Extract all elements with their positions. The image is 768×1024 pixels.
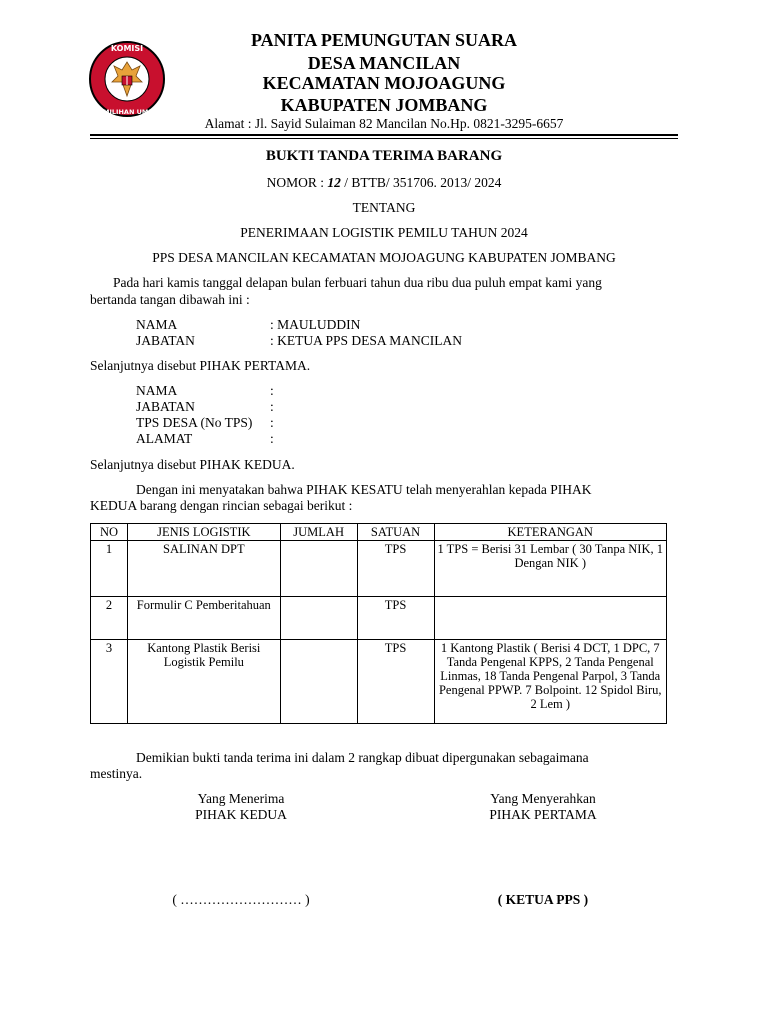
nomor-prefix: NOMOR : (266, 175, 328, 190)
document-org: PPS DESA MANCILAN KECAMATAN MOJOAGUNG KABUPATEN JOMBANG (152, 250, 616, 265)
party2-jabatan-label: JABATAN (136, 399, 195, 414)
header-no: NO (91, 524, 128, 541)
party2-alamat-colon: : (270, 431, 274, 446)
header-jenis-logistik: JENIS LOGISTIK (127, 524, 280, 541)
cell-jumlah (280, 597, 357, 640)
closing-line-2: mestinya. (90, 766, 143, 781)
signature-left-block (131, 791, 351, 823)
cell-keterangan (434, 597, 667, 640)
party2-nama-label: NAMA (136, 383, 178, 398)
kpu-emblem-icon (88, 36, 166, 122)
cell-satuan: TPS (357, 541, 434, 597)
party2-tps-label: TPS DESA (No TPS) (136, 415, 253, 430)
party2-designation: Selanjutnya disebut PIHAK KEDUA. (90, 457, 295, 472)
cell-jumlah (280, 541, 357, 597)
party2-nama-colon: : (270, 383, 274, 398)
cell-jenis: Kantong Plastik Berisi Logistik Pemilu (127, 640, 280, 724)
signature-left-title: Yang Menerima (197, 791, 285, 806)
nomor-suffix: / BTTB/ 351706. 2013/ 2024 (340, 175, 502, 190)
signature-left-name: ( ……………………… ) (172, 892, 310, 907)
header-keterangan: KETERANGAN (434, 524, 667, 541)
header-divider-thin (90, 138, 678, 139)
statement-line-1: Dengan ini menyatakan bahwa PIHAK KESATU telah menyerahlan kepada PIHAK (136, 482, 592, 497)
party2-jabatan-row (136, 399, 274, 415)
cell-satuan: TPS (357, 597, 434, 640)
document-subject: PENERIMAAN LOGISTIK PEMILU TAHUN 2024 (240, 225, 528, 240)
cell-satuan: TPS (357, 640, 434, 724)
intro-line-1: Pada hari kamis tanggal delapan bulan ferbuari tahun dua ribu dua puluh empat kami yang (113, 275, 602, 290)
party1-jabatan-row (136, 333, 462, 349)
cell-no: 3 (91, 640, 128, 724)
table-row (91, 597, 667, 640)
header-address: Alamat : Jl. Sayid Sulaiman 82 Mancilan No.Hp. 0821-3295-6657 (204, 116, 564, 131)
cell-no: 2 (91, 597, 128, 640)
signature-left-party: PIHAK KEDUA (195, 807, 287, 822)
intro-line-2: bertanda tangan dibawah ini : (90, 292, 250, 307)
party1-nama-label: NAMA (136, 317, 178, 332)
logo-ring-top-text: KOMISI (110, 44, 144, 53)
statement-line-2: KEDUA barang dengan rincian sebagai berikut : (90, 498, 353, 513)
party1-designation: Selanjutnya disebut PIHAK PERTAMA. (90, 358, 311, 373)
cell-jumlah (280, 640, 357, 724)
party1-jabatan-label: JABATAN (136, 333, 195, 348)
document-title: BUKTI TANDA TERIMA BARANG (265, 148, 503, 164)
cell-keterangan: 1 TPS = Berisi 31 Lembar ( 30 Tanpa NIK, 1 Dengan NIK ) (434, 541, 667, 597)
cell-jenis: Formulir C Pemberitahuan (127, 597, 280, 640)
cell-jenis: SALINAN DPT (127, 541, 280, 597)
table-row (91, 640, 667, 724)
party1-nama-value: : MAULUDDIN (270, 317, 361, 332)
header-line-2: DESA MANCILAN (307, 53, 461, 73)
table-header-row (91, 524, 667, 541)
cell-keterangan: 1 Kantong Plastik ( Berisi 4 DCT, 1 DPC, 7 Tanda Pengenal KPPS, 2 Tanda Pengenal Linmas, 18 Tanda Pengenal Parpol, 3 Tanda Pengenal PPWP. 7 Bolpoint. 12 Spidol Biru, 2 Lem ) (434, 640, 667, 724)
closing-line-1: Demikian bukti tanda terima ini dalam 2 rangkap dibuat dipergunakan sebagaimana (136, 750, 589, 765)
header-line-1: PANITA PEMUNGUTAN SUARA (250, 30, 517, 50)
party2-jabatan-colon: : (270, 399, 274, 414)
table-row (91, 541, 667, 597)
logo-ring-bottom-text: PEMILIHAN UMUM (93, 108, 161, 116)
signature-right-block (433, 791, 653, 823)
party2-tps-colon: : (270, 415, 274, 430)
party2-alamat-row (136, 431, 274, 447)
header-jumlah: JUMLAH (280, 524, 357, 541)
party1-jabatan-value: : KETUA PPS DESA MANCILAN (270, 333, 463, 348)
signature-right-party: PIHAK PERTAMA (489, 807, 597, 822)
signature-right-name: ( KETUA PPS ) (497, 892, 589, 907)
party2-nama-row (136, 383, 274, 399)
document-number (90, 175, 678, 191)
party1-nama-row (136, 317, 360, 333)
party2-tps-row (136, 415, 274, 431)
nomor-number: 12 (327, 175, 341, 190)
header-line-4: KABUPATEN JOMBANG (280, 95, 488, 115)
party2-alamat-label: ALAMAT (136, 431, 193, 446)
header-satuan: SATUAN (357, 524, 434, 541)
header-line-3: KECAMATAN MOJOAGUNG (262, 73, 506, 93)
signature-right-title: Yang Menyerahkan (490, 791, 596, 806)
header-divider-thick (90, 134, 678, 136)
logistics-table (90, 523, 667, 724)
cell-no: 1 (91, 541, 128, 597)
tentang-label: TENTANG (352, 200, 416, 215)
